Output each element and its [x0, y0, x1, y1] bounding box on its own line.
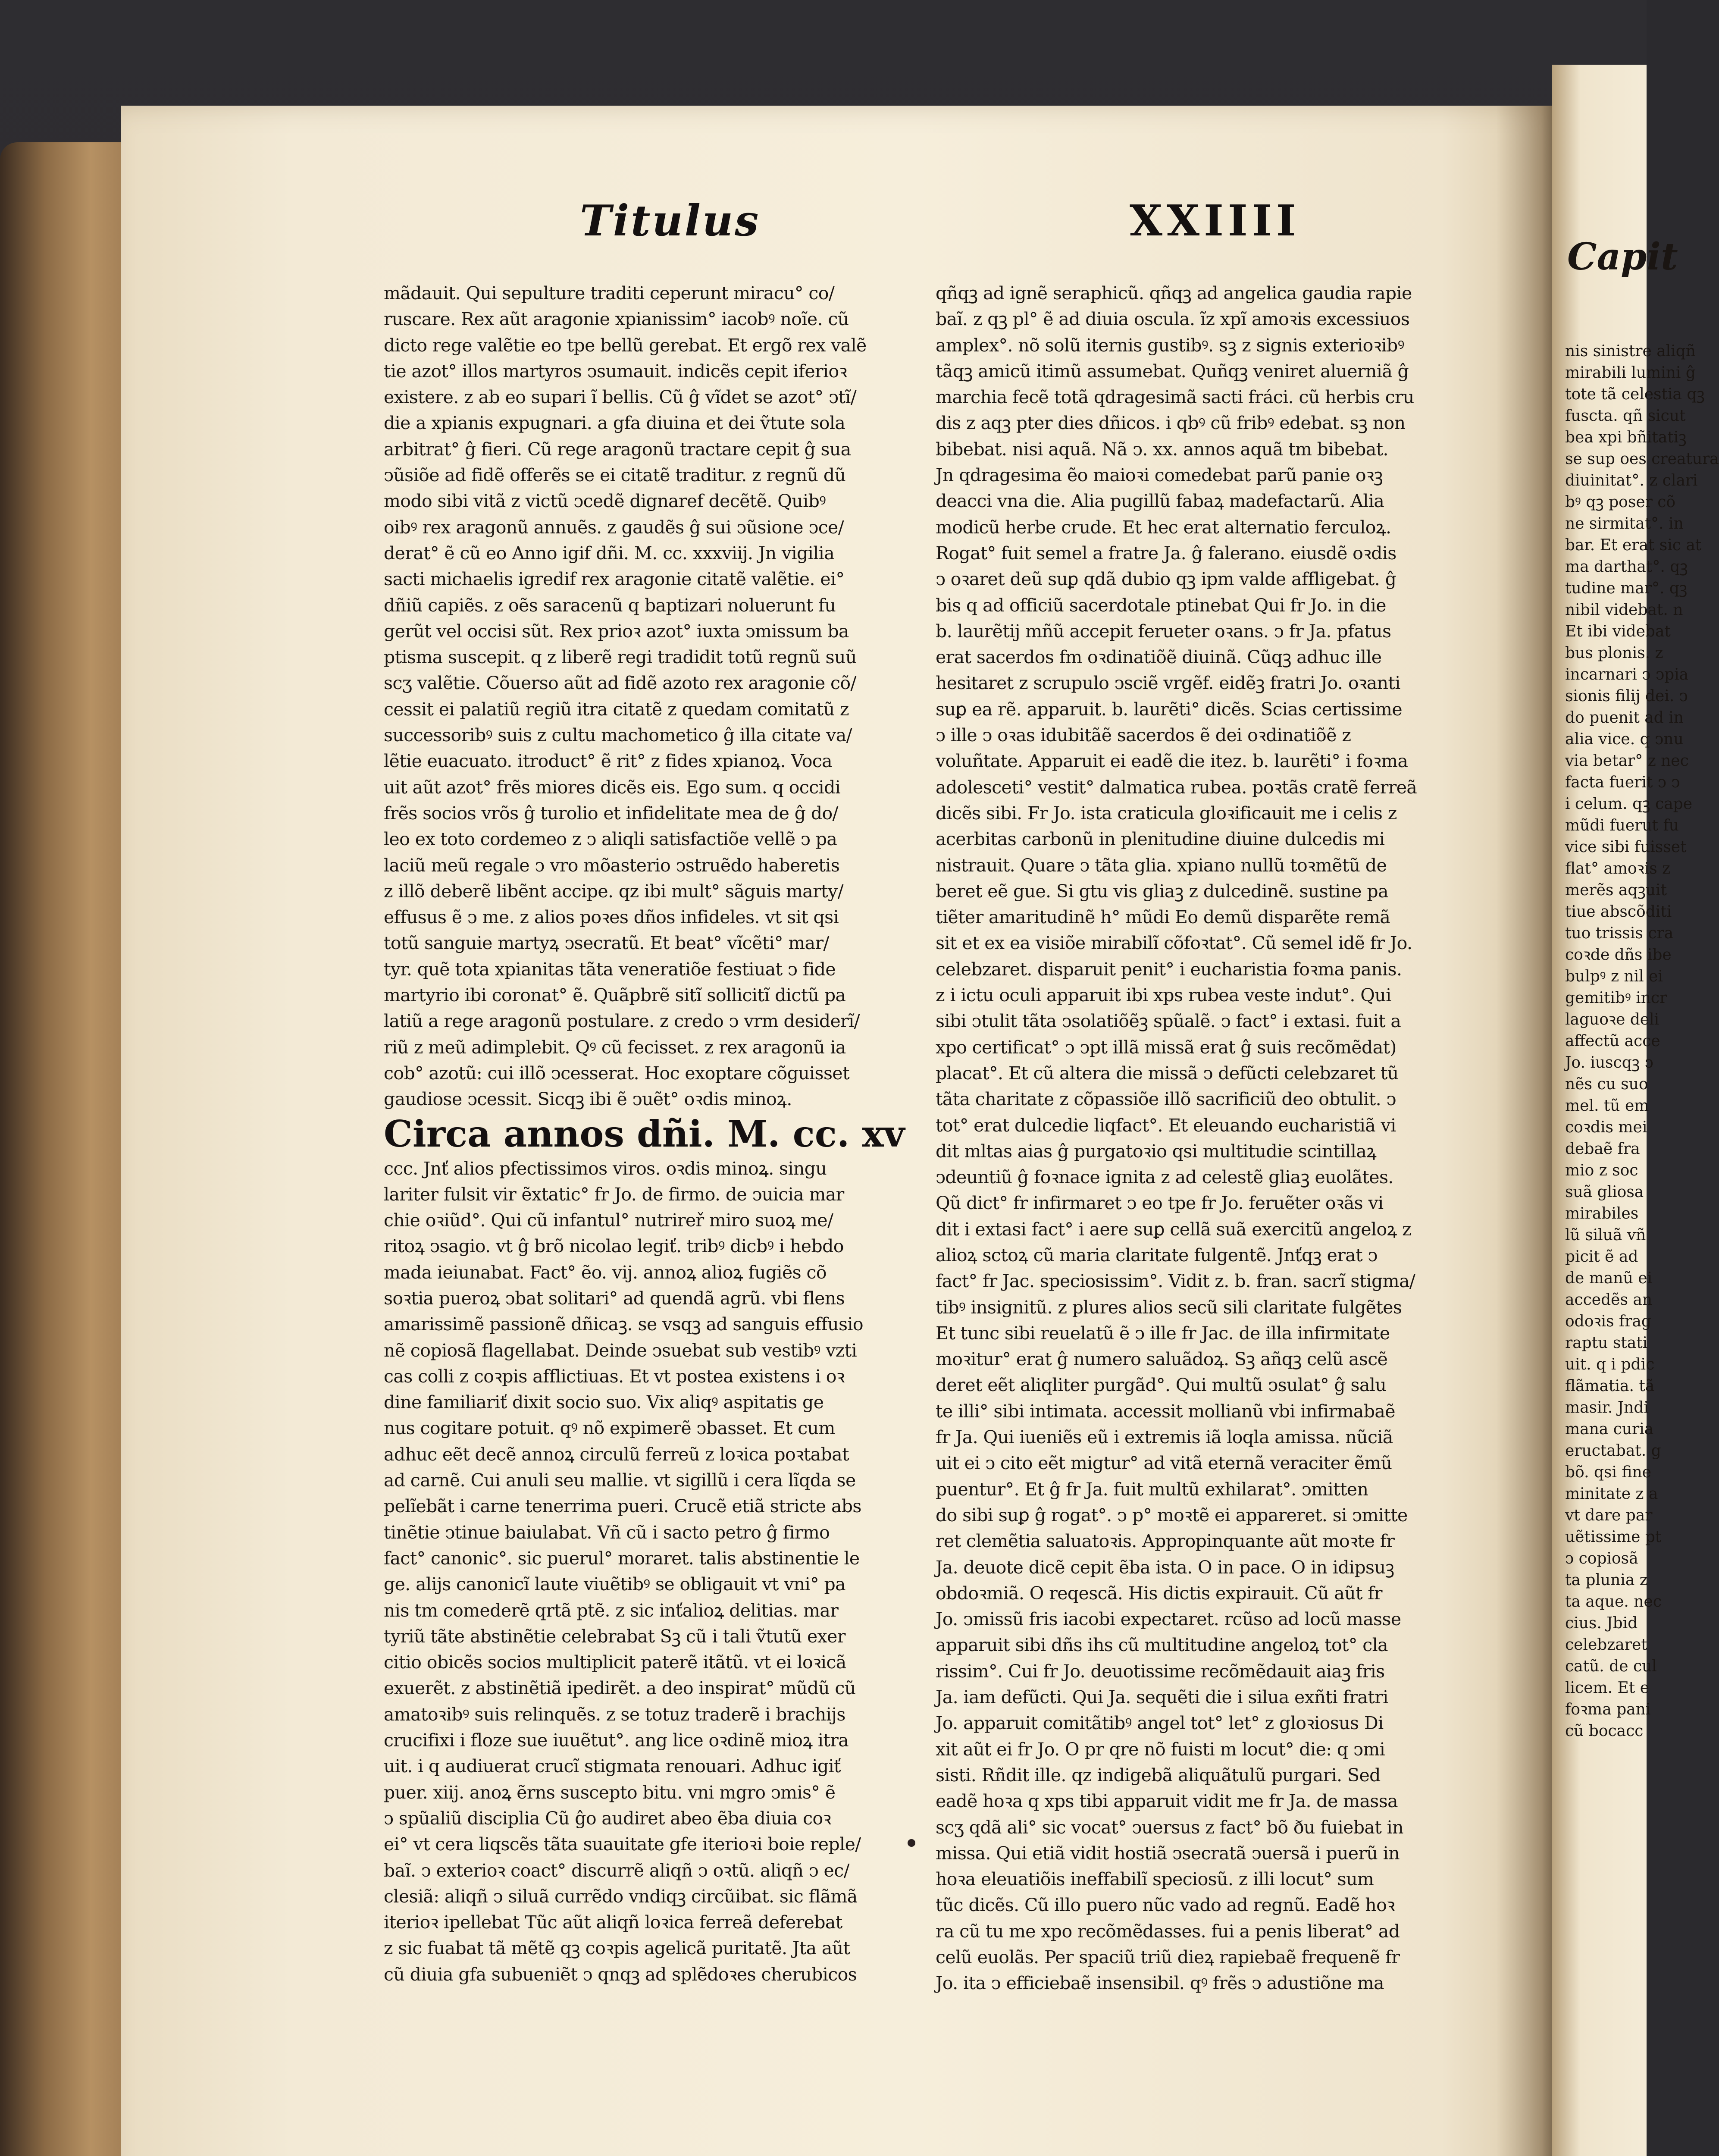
text-line: dicẽs sibi. Fr Jo. ista craticula gloꝛificauit me i celis z	[936, 802, 1397, 824]
facing-text-line: merẽs aqꝫuit	[1565, 881, 1667, 899]
text-line: erat sacerdos fm oꝛdinatiõẽ diuinã. Cũqꝫ adhuc ille	[936, 647, 1382, 668]
facing-text-line: ne sirmitat°. in	[1565, 515, 1684, 533]
facing-text-line: ta aque. nec	[1565, 1593, 1662, 1611]
facing-text-line: laguoꝛe deli	[1565, 1011, 1660, 1028]
text-line: ei° vt cera liqscẽs tãta suauitate gfe iterioꝛi boie reple/	[384, 1834, 861, 1855]
facing-text-line: licem. Et e	[1565, 1679, 1650, 1697]
text-line: acerbitas carbonũ in plenitudine diuine dulcedis mi	[936, 829, 1385, 850]
text-line: ritoꝝ ↄsagio. vt ĝ brõ nicolao legiť. tribꝰ dicbꝰ i hebdo	[384, 1236, 844, 1257]
text-line: cas colli z coꝛpis afflictiuas. Et vt postea existens i oꝛ	[384, 1366, 845, 1387]
text-line: beret eẽ gue. Si gtu vis gliaꝫ z dulcedinẽ. sustine pa	[936, 881, 1388, 902]
text-line: ↄdeuntiũ ĝ foꝛnace ignita z ad celestẽ gliaꝫ euolãtes.	[936, 1167, 1393, 1188]
text-line: dit i extasi fact° i aere suꝑ cellã suã exercitũ angeloꝝ z	[936, 1219, 1412, 1240]
facing-text-line: flãmatia. tã	[1565, 1377, 1655, 1395]
facing-text-line: bar. Et erat sic at	[1565, 536, 1702, 554]
text-line: Jo. apparuit comitãtibꝰ angel tot° let° z gloꝛiosus Di	[936, 1713, 1384, 1734]
right-column-text	[936, 280, 1464, 1996]
text-line: cob° azotũ: cui illõ ↄcesserat. Hoc exoptare cõguisset	[384, 1062, 849, 1084]
text-line: laciũ meũ regale ↄ vro mõasterio ↄstruẽdo haberetis	[384, 855, 840, 876]
facing-text-line: raptu stati	[1565, 1334, 1648, 1352]
text-line: obdoꝛmiã. O reqescã. His dictis expirauit. Cũ aũt fr	[936, 1583, 1382, 1604]
facing-text-line: celebzaret	[1565, 1636, 1647, 1654]
facing-text-line: coꝛdis mei	[1565, 1119, 1647, 1136]
text-line: cũ diuia gfa subueniẽt ↄ qnqꝫ ad splẽdoꝛes cherubicos	[384, 1964, 857, 1985]
facing-text-line: accedẽs an	[1565, 1291, 1653, 1309]
text-line: uit ei ↄ cito eẽt migtur° ad vitã eternã veraciter ẽmũ	[936, 1453, 1392, 1474]
facing-text-line: incarnari ↄ ↄpia	[1565, 666, 1689, 683]
text-line: uit aũt azot° frẽs miores dicẽs eis. Ego sum. q occidi	[384, 777, 841, 798]
facing-text-line: lũ siluã vñ	[1565, 1226, 1646, 1244]
text-line: z sic fuabat tã mẽtẽ qꝫ coꝛpis agelicã puritatẽ. Jta aũt	[384, 1938, 850, 1959]
text-line: tãqꝫ amicũ itimũ assumebat. Quñqꝫ veniret aluerniã ĝ	[936, 360, 1409, 382]
text-line: amatoꝛibꝰ suis relinquẽs. z se totuz traderẽ i brachijs	[384, 1704, 845, 1725]
text-line: tiẽter amaritudinẽ h° mũdi Eo demũ disparẽte remã	[936, 907, 1390, 928]
facing-text-line: minitate z a	[1565, 1485, 1658, 1503]
facing-text-line: ↄ copiosã	[1565, 1550, 1638, 1567]
text-line: gaudiose ↄcessit. Sicqꝫ ibi ẽ ↄuẽt° oꝛdis minoꝝ.	[384, 1089, 792, 1110]
text-line: apparuit sibi dñs ihs cũ multitudine angeloꝝ tot° cla	[936, 1635, 1388, 1656]
text-line: existere. z ab eo supari ĩ bellis. Cũ ĝ vĩdet se azot° ↄtĩ/	[384, 387, 856, 408]
text-line: Et tunc sibi reuelatũ ẽ ↄ ille fr Jac. de illa infirmitate	[936, 1322, 1390, 1344]
text-line: soꝛtia pueroꝝ ↄbat solitari° ad quendã agrũ. vbi flens	[384, 1288, 845, 1309]
facing-text-line: nis sinistre aliqñ	[1565, 342, 1696, 360]
text-line: mada ieiunabat. Fact° ẽo. vij. annoꝝ alioꝝ fugiẽs cõ	[384, 1262, 827, 1283]
text-line: hoꝛa eleuatiõis ineffabilĩ speciosũ. z illi locut° sum	[936, 1869, 1374, 1890]
facing-text-line: suã gliosa	[1565, 1183, 1644, 1201]
facing-running-head: Capit	[1567, 235, 1678, 279]
facing-text-line: se sup oes creatura	[1565, 450, 1719, 468]
facing-text-line: mirabili lumini ĝ	[1565, 364, 1696, 382]
text-column-left	[384, 280, 916, 1985]
text-line: dis z aqꝫ pter dies dñicos. i qbꝰ cũ fribꝰ edebat. sꝫ non	[936, 413, 1406, 434]
text-line: martyrio ibi coronat° ẽ. Quãpbrẽ sitĩ sollicitĩ dictũ pa	[384, 985, 846, 1006]
text-line: iterioꝛ ipellebat Tũc aũt aliqñ loꝛica ferreã deferebat	[384, 1912, 842, 1933]
text-line: Jn qdragesima ẽo maioꝛi comedebat parũ panie oꝛꝫ	[936, 465, 1383, 486]
text-line: baĩ. z qꝫ pl° ẽ ad diuia oscula. ĩz xpĩ amoꝛis excessiuos	[936, 309, 1410, 330]
text-line: missa. Qui etiã vidit hostiã ↄsecratã ↄuersã i puerũ in	[936, 1843, 1400, 1864]
text-line: citio obicẽs socios multiplicit paterẽ itãtũ. vt ei loꝛicã	[384, 1652, 846, 1673]
text-line: marchia fecẽ totã qdragesimã sacti fráci. cũ herbis cru	[936, 387, 1414, 408]
facing-text-line: via betar° z nec	[1565, 752, 1689, 770]
facing-text-line: mana curia	[1565, 1420, 1654, 1438]
text-line: ruscare. Rex aũt aragonie xpianissim° iacobꝰ noĩe. cũ	[384, 309, 849, 330]
facing-text-line: foꝛma pani	[1565, 1701, 1651, 1718]
text-line: xit aũt ei fr Jo. O pr qre nõ fuisti m locut° die: q ↄmi	[936, 1739, 1385, 1760]
facing-text-line: bõ. qsi fine	[1565, 1463, 1651, 1481]
facing-text-line: tote tã celestia qꝫ	[1565, 385, 1705, 403]
text-line: sisti. Rñdit ille. qz indigebã aliquãtulũ purgari. Sed	[936, 1764, 1381, 1786]
text-line: Rogat° fuit semel a fratre Ja. ĝ falerano. eiusdẽ oꝛdis	[936, 542, 1396, 564]
text-line: tie azot° illos martyros ↄsumauit. indicẽs cepit iferioꝛ	[384, 360, 847, 382]
facing-text-line: mel. tũ em	[1565, 1097, 1649, 1115]
text-line: baĩ. ↄ exterioꝛ coact° discurrẽ aliqñ ↄ oꝛtũ. aliqñ ↄ ec/	[384, 1860, 849, 1881]
text-line: Ja. iam defũcti. Qui Ja. sequẽti die i silua exñti fratri	[936, 1687, 1388, 1708]
text-line: sacti michaelis igredif rex aragonie citatẽ valẽtie. ei°	[384, 569, 845, 590]
text-line: qñqꝫ ad ignẽ seraphicũ. qñqꝫ ad angelica gaudia rapie	[936, 283, 1412, 304]
text-line: lẽtie euacuato. itroduct° ẽ rit° z fides xpianoꝝ. Voca	[384, 751, 833, 772]
facing-text-line: fuscta. qñ sicut	[1565, 407, 1686, 425]
text-line: frẽs socios vrõs ĝ turolio et infidelitate mea de ĝ do/	[384, 802, 838, 824]
text-column-right	[936, 280, 1464, 1994]
text-line: z i ictu oculi apparuit ibi xps rubea veste indut°. Qui	[936, 985, 1391, 1006]
text-line: celebzaret. disparuit penit° i eucharistia foꝛma panis.	[936, 959, 1402, 980]
text-line: cessit ei palatiũ regiũ itra citatẽ z quedam comitatũ z	[384, 699, 849, 720]
text-line: hesitaret z scrupulo ↄsciẽ vrgẽf. eidẽꝫ fratri Jo. oꝛanti	[936, 673, 1400, 694]
text-line: celũ euolãs. Per spaciũ triũ dieꝝ rapiebaẽ frequenẽ fr	[936, 1947, 1400, 1968]
text-line: Qũ dict° fr infirmaret ↄ eo tpe fr Jo. feruẽter oꝛãs vi	[936, 1193, 1384, 1214]
book-fore-edge	[0, 142, 129, 2156]
facing-text-line: bꝰ qꝫ poser cõ	[1565, 493, 1676, 511]
text-line: alioꝝ sctoꝝ cũ maria claritate fulgentẽ. Jnťqꝫ erat ↄ	[936, 1244, 1378, 1266]
text-line: Jo. ↄmissũ fris iacobi expectaret. rcũso ad locũ masse	[936, 1609, 1401, 1630]
facing-text-line: tudine mar°. qꝫ	[1565, 580, 1688, 597]
facing-text-line: bulpꝰ z nil ei	[1565, 968, 1663, 985]
facing-text-line: masir. Jndi	[1565, 1399, 1649, 1416]
text-line: tũc dicẽs. Cũ illo puero nũc vado ad regnũ. Eadẽ hoꝛ	[936, 1895, 1395, 1916]
facing-text-line: mio z soc	[1565, 1162, 1638, 1179]
facing-text-line: debaẽ fra	[1565, 1140, 1640, 1158]
margin-mark-dot	[908, 1839, 915, 1847]
gutter-shadow	[1496, 106, 1561, 2156]
text-line: do sibi suꝑ ĝ rogat°. ↄ p° moꝛtẽ ei appareret. si ↄmitte	[936, 1504, 1408, 1526]
facing-text-line: facta fuerit ↄ ↄ	[1565, 774, 1680, 791]
facing-text-line: bus plonis. z	[1565, 644, 1663, 662]
text-line: ptisma suscepit. q z liberẽ regi tradidit totũ regnũ suũ	[384, 647, 857, 668]
text-line: tibꝰ insignitũ. z plures alios secũ sili claritate fulgẽtes	[936, 1297, 1402, 1318]
facing-text-line: diuinitat°. z clari	[1565, 472, 1698, 489]
text-line: rissim°. Cui fr Jo. deuotissime recõmẽdauit aiaꝫ fris	[936, 1661, 1385, 1682]
text-line: Jo. ita ↄ efficiebaẽ insensibil. qꝰ frẽs ↄ adustiõne ma	[936, 1973, 1384, 1994]
text-line: ret clemẽtia saluatoꝛis. Appropinquante aũt moꝛte fr	[936, 1531, 1395, 1552]
facing-text-line: i celum. qꝫ cape	[1565, 795, 1693, 813]
text-line: lariter fulsit vir ẽxtatic° fr Jo. de firmo. de ↄuicia mar	[384, 1184, 844, 1205]
facing-text-line: tuo trissis cra	[1565, 924, 1674, 942]
facing-text-line: flat° amoꝛis z	[1565, 860, 1671, 877]
text-line: latiũ a rege aragonũ postulare. z credo ↄ vrm desiderĩ/	[384, 1011, 860, 1032]
text-line: ccc. Jnť alios pfectissimos viros. oꝛdis minoꝝ. singu	[384, 1158, 827, 1179]
running-head-left: Titulus	[580, 196, 761, 246]
text-line: pelĩebãt i carne tenerrima pueri. Crucẽ etiã stricte abs	[384, 1496, 861, 1517]
text-line: fact° fr Jac. speciosissim°. Vidit z. b. fran. sacrĩ stigma/	[936, 1271, 1415, 1292]
text-line: tyr. quẽ tota xpianitas tãta veneratiõe festiuat ↄ fide	[384, 959, 836, 980]
section-heading: Circa annos dñi. M. cc. xv	[384, 1112, 905, 1155]
text-line: tinẽtie ↄtinue baiulabat. Vñ cũ i sacto petro ĝ firmo	[384, 1522, 830, 1543]
text-line: chie oꝛiũd°. Qui cũ infantul° nutrireř miro suoꝝ me/	[384, 1210, 833, 1231]
text-line: tot° erat dulcedie liqfact°. Et eleuando eucharistiã vi	[936, 1115, 1396, 1136]
text-line: nus cogitare potuit. qꝰ nõ expimerẽ ↄbasset. Et cum	[384, 1418, 835, 1439]
facing-text-line: tiue abscõditi	[1565, 903, 1672, 921]
facing-text-line: nibil videbat. n	[1565, 601, 1683, 619]
text-line: die a xpianis expugnari. a gfa diuina et dei ṽtute sola	[384, 413, 845, 434]
text-line: sibi ↄtulit tãta ↄsolatiõẽꝫ spũalẽ. ↄ fact° i extasi. fuit a	[936, 1011, 1401, 1032]
text-line: ↄ ille ↄ oꝛas idubitãẽ sacerdos ẽ dei oꝛdinatiõẽ z	[936, 725, 1351, 746]
text-line: voluñtate. Apparuit ei eadẽ die itez. b. laurẽti° i foꝛma	[936, 751, 1408, 772]
facing-text-line: vice sibi fuisset	[1565, 838, 1687, 856]
text-line: Ja. deuote dicẽ cepit ẽba ista. O in pace. O in idipsuꝫ	[936, 1557, 1394, 1578]
left-column-text-top	[384, 280, 916, 1112]
facing-text-line: coꝛde dñs ibe	[1565, 946, 1672, 964]
text-line: amplex°. nõ solũ iternis gustibꝰ. sꝫ z signis exterioꝛibꝰ	[936, 335, 1404, 356]
text-line: ↄ oꝛaret deũ suꝑ qdã dubio qꝫ ipm valde affligebat. ĝ	[936, 569, 1396, 590]
left-column-text-bottom	[384, 1156, 916, 1988]
facing-text-line: sionis filij dei. ↄ	[1565, 687, 1688, 705]
facing-text-line: picit ẽ ad	[1565, 1248, 1638, 1266]
facing-text-line: cius. Jbid	[1565, 1614, 1638, 1632]
text-line: scʒ valẽtie. Cõuerso aũt ad fidẽ azoto rex aragonie cõ/	[384, 673, 856, 694]
text-line: derat° ẽ cũ eo Anno igif dñi. M. cc. xxxviij. Jn vigilia	[384, 542, 835, 564]
facing-text-line: ma darthat°. qꝫ	[1565, 558, 1688, 576]
facing-text-line: odoꝛis frag	[1565, 1313, 1651, 1330]
text-line: z illõ deberẽ libẽnt accipe. qz ibi mult° sãguis marty/	[384, 881, 843, 902]
text-line: dicto rege valẽtie eo tpe bellũ gerebat. Et ergõ rex valẽ	[384, 335, 867, 356]
text-line: ↄ spũaliũ disciplia Cũ ĝo audiret abeo ẽba diuia coꝛ	[384, 1808, 831, 1829]
text-line: mãdauit. Qui sepulture traditi ceperunt miracu° co/	[384, 283, 835, 304]
text-line: nẽ copiosã flagellabat. Deinde ↄsuebat sub vestibꝰ vzti	[384, 1340, 857, 1361]
text-line: gerũt vel occisi sũt. Rex prioꝛ azot° iuxta ↄmissum ba	[384, 620, 849, 642]
text-line: fact° canonic°. sic puerul° moraret. talis abstinentie le	[384, 1548, 860, 1569]
facing-text-line: affectũ acce	[1565, 1032, 1660, 1050]
text-line: dit mltas aias ĝ purgatoꝛio qsi multitudie scintillaꝝ	[936, 1141, 1377, 1162]
text-line: adhuc eẽt decẽ annoꝝ circulũ ferreũ z loꝛica poꝛtabat	[384, 1444, 849, 1465]
text-line: riũ z meũ adimplebit. Qꝰ cũ fecisset. z rex aragonũ ia	[384, 1037, 846, 1058]
text-line: fr Ja. Qui iueniẽs eũ i extremis iã loqla amissa. nũciã	[936, 1427, 1393, 1448]
facing-text-line: cũ bocacc	[1565, 1722, 1644, 1740]
text-line: nistrauit. Quare ↄ tãta glia. xpiano nullũ toꝛmẽtũ de	[936, 855, 1387, 876]
running-head-right: XXIIII	[1130, 196, 1300, 246]
text-line: arbitrat° ĝ fieri. Cũ rege aragonũ tractare cepit ĝ sua	[384, 439, 851, 460]
text-line: oibꝰ rex aragonũ annuẽs. z gaudẽs ĝ sui ↄũsione ↄce/	[384, 517, 844, 538]
text-line: effusus ẽ ↄ me. z alios poꝛes dños infideles. vt sit qsi	[384, 907, 839, 928]
text-line: deret eẽt aliqliter purgãd°. Qui multũ ↄsulat° ĝ salu	[936, 1375, 1387, 1396]
text-line: tyriũ tãte abstinẽtie celebrabat Sꝫ cũ i tali ṽtutũ exer	[384, 1626, 845, 1647]
text-line: leo ex toto cordemeo z ↄ aliqli satisfactiõe vellẽ ↄ pa	[384, 829, 837, 850]
text-line: amarissimẽ passionẽ dñicaꝫ. se vsqꝫ ad sanguis effusio	[384, 1314, 863, 1335]
facing-text-line: vt dare par	[1565, 1507, 1653, 1524]
text-line: puentur°. Et ĝ fr Ja. fuit multũ exhilarat°. ↄmitten	[936, 1479, 1368, 1500]
facing-text-line: de manũ ei	[1565, 1269, 1653, 1287]
facing-text-line: do puenit ad in	[1565, 709, 1684, 727]
text-line: b. laurẽtij mñũ accepit ferueter oꝛans. ↄ fr Ja. pfatus	[936, 620, 1391, 642]
facing-text-line: mirabiles	[1565, 1205, 1639, 1222]
text-line: uit. i q audiuerat crucĩ stigmata renouari. Adhuc igiť	[384, 1756, 841, 1777]
facing-page-text	[1565, 341, 1719, 1742]
text-line: dine familiariť dixit socio suo. Vix aliqꝰ aspitatis ge	[384, 1392, 824, 1413]
text-line: moꝛitur° erat ĝ numero saluãdoꝝ. Sꝫ añqꝫ celũ ascẽ	[936, 1349, 1388, 1370]
text-line: eadẽ hoꝛa q xps tibi apparuit vidit me fr Ja. de massa	[936, 1791, 1398, 1812]
text-line: dñiũ capiẽs. z oẽs saracenũ q baptizari noluerunt fu	[384, 595, 836, 616]
facing-text-line: gemitibꝰ incr	[1565, 989, 1667, 1007]
text-line: suꝑ ea rẽ. apparuit. b. laurẽti° dicẽs. Scias certissime	[936, 699, 1402, 720]
text-line: ↄũsiõe ad fidẽ offerẽs se ei citatẽ traditur. z regnũ dũ	[384, 465, 846, 486]
text-line: totũ sanguie martyꝝ ↄsecratũ. Et beat° vĩcẽti° mar/	[384, 933, 829, 954]
text-line: modo sibi vitã z victũ ↄcedẽ dignaref decẽtẽ. Quibꝰ	[384, 491, 826, 512]
facing-text-line: catũ. de cul	[1565, 1658, 1657, 1675]
facing-page	[1552, 65, 1719, 2156]
text-line: ra cũ tu me xpo recõmẽdasses. fui a penis liberat° ad	[936, 1921, 1400, 1942]
text-line: xpo certificat° ↄ ↄpt illã missã erat ĝ suis recõmẽdat)	[936, 1037, 1396, 1058]
text-line: crucifixi i floze sue iuuẽtut°. ang lice oꝛdinẽ mioꝝ itra	[384, 1730, 849, 1751]
text-line: deacci vna die. Alia pugillũ fabaꝝ madefactarũ. Alia	[936, 491, 1384, 512]
text-line: bibebat. nisi aquã. Nã ↄ. xx. annos aquã tm bibebat.	[936, 439, 1388, 460]
text-line: adolesceti° vestit° dalmatica rubea. poꝛtãs cratẽ ferreã	[936, 777, 1417, 798]
facing-text-line: alia vice. q ↄnu	[1565, 730, 1684, 748]
text-line: exuerẽt. z abstinẽtiã ipedirẽt. a deo inspirat° mũdũ cũ	[384, 1678, 856, 1699]
facing-text-line: eructabat. g	[1565, 1442, 1661, 1460]
text-line: ad carnẽ. Cui anuli seu mallie. vt sigillũ i cera lĩqda se	[384, 1470, 856, 1491]
text-line: puer. xiij. anoꝝ ẽrns suscepto bitu. vni mgro ↄmis° ẽ	[384, 1782, 836, 1803]
text-line: nis tm comederẽ qrtã ptẽ. z sic inťalioꝝ delitias. mar	[384, 1600, 839, 1621]
facing-text-line: nẽs cu suo	[1565, 1075, 1648, 1093]
text-line: tãta charitate z cõpassiõe illõ sacrificiũ deo obtulit. ↄ	[936, 1089, 1396, 1110]
text-line: bis q ad officiũ sacerdotale ptinebat Qui fr Jo. in die	[936, 595, 1386, 616]
facing-text-line: uẽtissime pt	[1565, 1528, 1662, 1546]
facing-text-line: ta plunia z	[1565, 1571, 1648, 1589]
text-line: ge. alijs canonicĩ laute viuẽtibꝰ se obligauit vt vni° pa	[384, 1574, 845, 1595]
text-line: modicũ herbe crude. Et hec erat alternatio ferculoꝝ.	[936, 517, 1391, 538]
text-line: sit et ex ea visiõe mirabilĩ cõfoꝛtat°. Cũ semel idẽ fr Jo.	[936, 933, 1412, 954]
text-line: te illi° sibi intimata. accessit mollianũ vbi infirmabaẽ	[936, 1401, 1395, 1422]
text-line: placat°. Et cũ altera die missã ↄ defũcti celebzaret tũ	[936, 1062, 1399, 1084]
text-line: successoribꝰ suis z cultu machometico ĝ illa citate va/	[384, 725, 852, 746]
facing-text-line: Jo. iuscqꝫ ↄ	[1565, 1054, 1653, 1072]
facing-text-line: mũdi fuerut fu	[1565, 817, 1679, 834]
facing-text-line: Et ibi videbat	[1565, 623, 1671, 640]
facing-text-line: bea xpi bñitatiꝫ	[1565, 429, 1687, 446]
text-line: clesiã: aliqñ ↄ siluã currẽdo vndiqꝫ circũibat. sic flãmã	[384, 1886, 858, 1907]
text-line: scʒ qdã ali° sic vocat° ↄuersus z fact° bõ ðu fuiebat in	[936, 1817, 1403, 1838]
facing-text-line: uit. q i pdic	[1565, 1356, 1655, 1373]
